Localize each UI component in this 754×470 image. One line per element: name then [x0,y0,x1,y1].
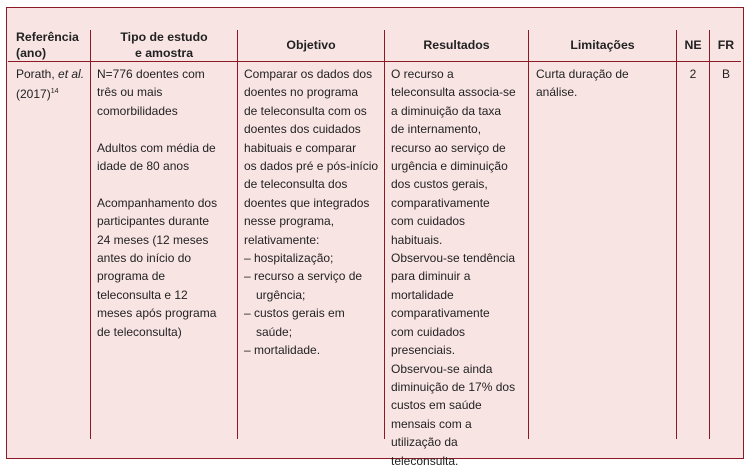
text-line: participantes durante [97,214,210,229]
text-line: Curta duração de [536,67,629,81]
text-line: de teleconsulta com os [244,103,367,118]
header-ne: NE [684,37,702,52]
header-objetivo: Objetivo [286,37,336,52]
year: (2017) [16,87,51,102]
header-divider [8,61,741,62]
text-line: análise. [536,85,578,100]
header-fr: FR [717,37,735,52]
text-line: de teleconsulta) [97,324,182,339]
text-line: dos custos gerais, [391,177,488,192]
column-divider [384,30,385,439]
text-line: – hospitalização; [244,251,334,266]
header-tipo [91,30,237,61]
text-line: urgência e diminuição [391,159,508,174]
text-line: para diminuir a [391,269,471,284]
column-divider [90,30,91,439]
text-line: antes do início do [97,251,192,266]
column-divider [528,30,529,439]
text-line: comparativamente [391,195,490,210]
header-line: Referência [16,30,79,44]
header-resultados: Resultados [423,37,490,52]
spacer [97,175,237,193]
text-line: Acompanhamento dos [97,195,218,210]
text-line: teleconsulta associa-se [391,85,516,100]
text-line: mortalidade [391,287,454,302]
cell-fr: B [721,67,730,81]
text-line: Comparar os dados dos [244,67,373,81]
text-line: habituais e comparar [244,140,357,155]
header-line: e amostra [134,45,194,60]
header-line: (ano) [16,45,47,60]
text-line: teleconsulta e 12 [97,287,188,302]
text-line: programa de [97,269,166,284]
text-line: idade de 80 anos [97,159,190,174]
spacer [97,120,237,138]
header-limitacoes: Limitações [570,37,635,52]
text-line: recurso ao serviço de [391,140,506,155]
text-line: N=776 doentes com [97,67,205,81]
text-line: – custos gerais em saúde; [244,306,345,339]
text-line: três ou mais [97,85,163,100]
header-line: Tipo de estudo [120,30,208,44]
author: Porath, [16,67,59,81]
text-line: com cuidados [391,214,466,229]
text-line: teleconsulta. [391,453,459,468]
cell-tipo [97,65,237,341]
text-line: utilização da [391,435,458,450]
text-line: Observou-se tendência [391,251,516,266]
column-divider [676,30,677,439]
column-divider [709,30,710,439]
text-line: diminuição de 17% dos [391,379,516,394]
text-line: habituais. [391,232,443,247]
cell-referencia [16,65,90,104]
text-line: doentes dos cuidados [244,122,361,137]
text-line: – recurso a serviço de urgência; [244,269,363,302]
text-line: presenciais. [391,343,456,358]
text-line: nesse programa, [244,214,335,229]
text-line: Adultos com média de [97,140,216,155]
text-line: custos em saúde [391,398,482,413]
text-line: de internamento, [391,122,482,137]
text-line: os dados pré e pós-início [244,159,379,174]
text-line: a diminuição da taxa [391,103,502,118]
text-line: comparativamente [391,306,490,321]
text-line: relativamente: [244,232,320,247]
header-referencia [16,30,88,61]
text-line: meses após programa [97,306,217,321]
text-line: O recurso a [391,67,454,81]
column-divider [237,30,238,439]
cell-resultados [391,65,528,470]
text-line: mensais com a [391,416,472,431]
text-line: doentes que integrados [244,195,370,210]
text-line: comorbilidades [97,103,178,118]
text-line: com cuidados [391,324,466,339]
text-line: – mortalidade. [244,343,321,358]
text-line: 24 meses (12 meses [97,232,209,247]
reference-number: 14 [50,88,59,96]
cell-limitacoes [536,65,676,102]
text-line: de teleconsulta dos [244,177,348,192]
text-line: Observou-se ainda [391,361,493,376]
cell-ne: 2 [689,67,697,81]
text-line: doentes no programa [244,85,359,100]
cell-objetivo [244,65,384,360]
et-al: et al. [58,67,85,81]
